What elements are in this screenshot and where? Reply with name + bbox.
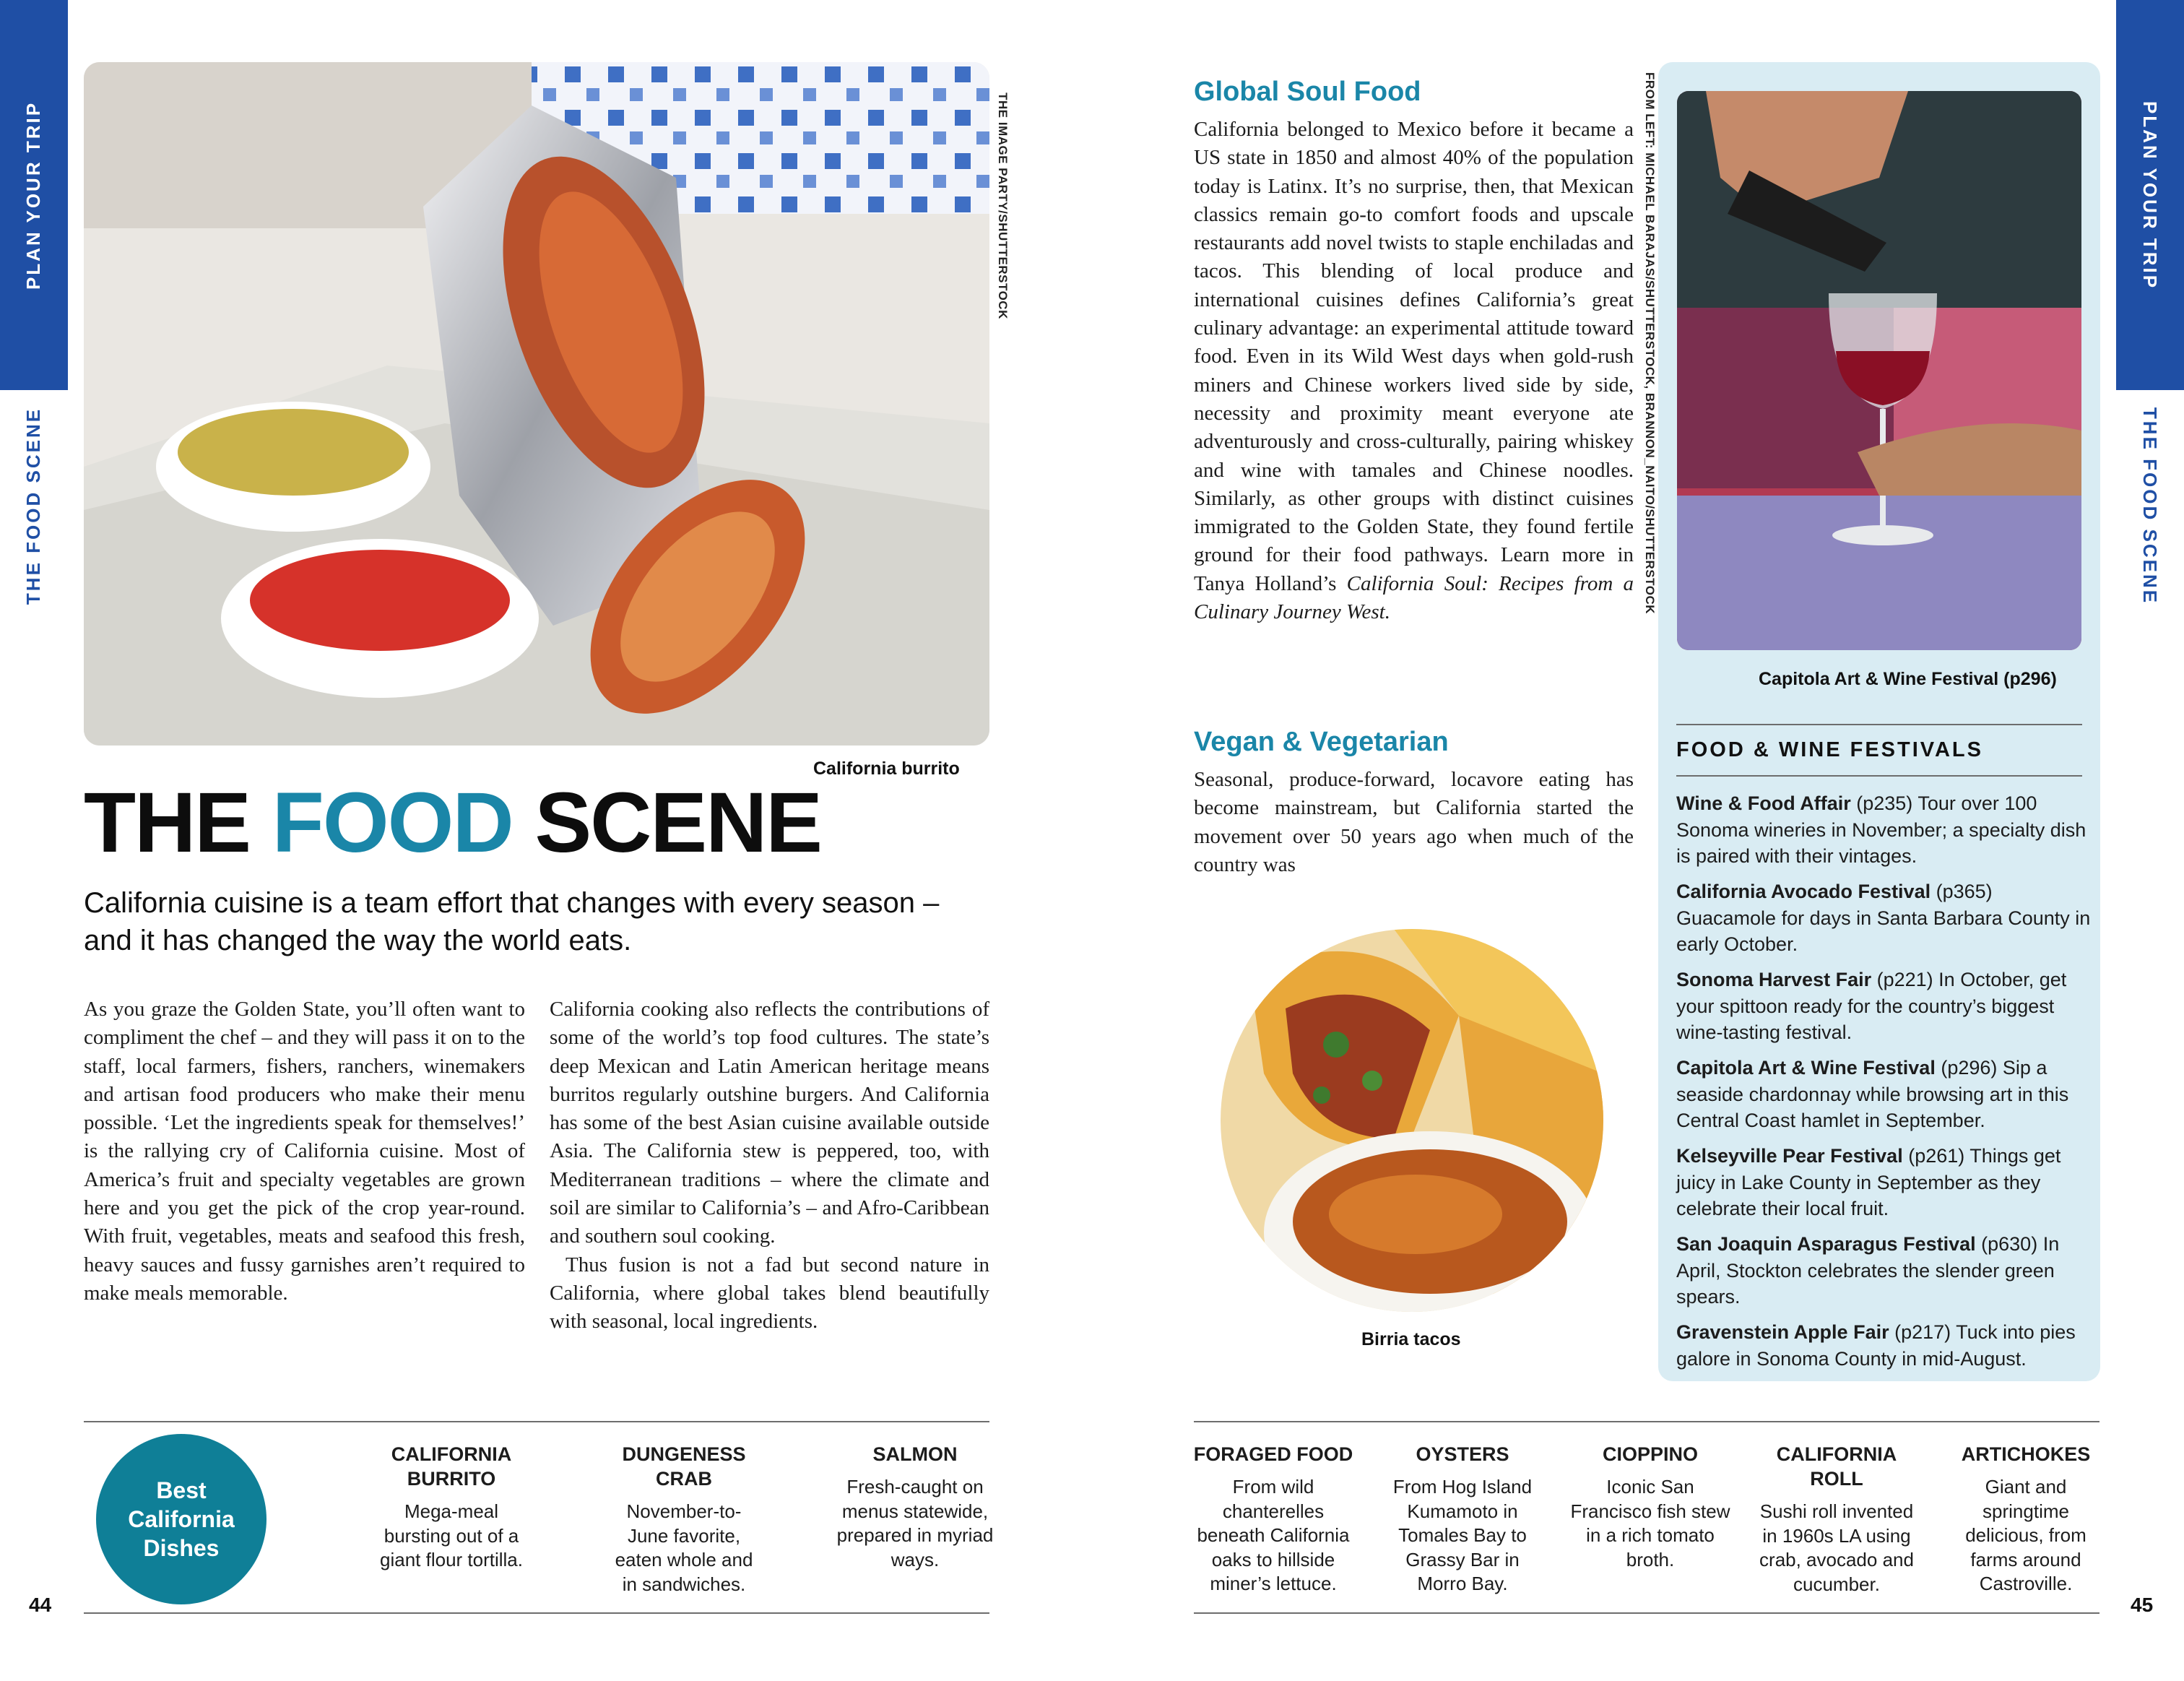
dish-description: From wild chanterelles beneath California oaks to hillside miner’s lettuce. (1197, 1476, 1350, 1594)
dishes-bottom-rule-right (1194, 1612, 2100, 1614)
dish-item (379, 1442, 524, 1573)
dish-name: ARTICHOKES (1961, 1443, 2091, 1465)
festivals-title-rule (1676, 775, 2082, 777)
best-dishes-badge-line1: Best (156, 1477, 207, 1503)
dishes-bottom-rule-left (84, 1612, 989, 1614)
festival-item: San Joaquin Asparagus Festival (p630) In April, Stockton celebrates the slender green spears. (1676, 1233, 2060, 1308)
body-column-1-text: As you graze the Golden State, you’ll often want to compliment the chef – and they will pass it on to the staff, local farmers, fishers, ranchers, winemakers and artisan food producers who make their menu possible. ‘Let the ingredients speak for themselves!’ is the rallying cry of California cuisine. Most of America’s fruit and specialty vegetables are grown here and you get the pick of the crop year-round. With fruit, vegetables, meats and seafood this fresh, heavy sauces and fussy garnishes aren’t required to make meals memorable. (84, 998, 525, 1305)
burrito-photo-credit: THE IMAGE PARTY/SHUTTERSTOCK (996, 92, 1010, 319)
right-section-tab (2116, 0, 2184, 390)
wine-caption: Capitola Art & Wine Festival (p296) (1759, 669, 2057, 689)
dish-name: CIOPPINO (1602, 1443, 1699, 1465)
body-column-2 (550, 995, 989, 1336)
festivals-top-rule (1676, 724, 2082, 725)
dish-name: DUNGENESS CRAB (622, 1443, 746, 1490)
left-section-tab-label: PLAN YOUR TRIP (22, 100, 45, 290)
dish-name: OYSTERS (1416, 1443, 1509, 1465)
dish-item (836, 1442, 994, 1572)
right-chapter-label-text: THE FOOD SCENE (2139, 407, 2162, 605)
left-section-tab (0, 0, 68, 390)
festivals-title: FOOD & WINE FESTIVALS (1676, 738, 1983, 761)
best-dishes-badge-line2: California (128, 1506, 235, 1532)
tacos-photo (1221, 929, 1603, 1312)
vegan-text (1194, 766, 1634, 879)
dish-item (608, 1442, 760, 1596)
dishes-top-rule-right (1194, 1421, 2100, 1422)
dish-name: CALIFORNIA ROLL (1776, 1443, 1897, 1490)
dish-name: CALIFORNIA BURRITO (391, 1443, 512, 1490)
right-photo-credit: FROM LEFT: MICHAEL BARAJAS/SHUTTERSTOCK, BRANNON_NAITO/SHUTTERSTOCK (1643, 72, 1658, 615)
intro-text: California cuisine is a team effort that changes with every season – and it has changed the way the world eats. (84, 887, 940, 956)
dish-name: SALMON (872, 1443, 958, 1465)
global-soul-food-body: California belonged to Mexico before it became a US state in 1850 and almost 40% of the population today is Latinx. It’s no surprise, then, that Mexican classics remain go-to comfort foods and upscale restaurants add novel twists to staple enchiladas and tacos. This blending of local produce and international cuisines defines California’s great culinary advantage: an experimental attitude toward food. Even in its Wild West days when gold-rush miners and Chinese workers lived side by side, necessity and proximity meant everyone ate adventurously and cross-culturally, pairing whiskey and wine with tamales and Chinese noodles. Similarly, as other groups with distinct cuisines immigrated to the Golden State, they found fertile ground for their food pathways. Learn more in Tanya Holland’s (1194, 118, 1634, 595)
vegan-text-body: Seasonal, produce-forward, locavore eating has become mainstream, but California started the movement over 50 years ago when much of the country was (1194, 768, 1634, 876)
left-chapter-label (0, 390, 68, 621)
page-number-left: 44 (29, 1594, 52, 1616)
dish-description: November-to-June favorite, eaten whole and in sandwiches. (615, 1500, 753, 1595)
global-soul-food-book: California Soul: Recipes from a Culinary Journey West. (1194, 571, 1634, 624)
page-title-accent: FOOD (272, 775, 513, 870)
festival-item: Sonoma Harvest Fair (p221) In October, get your spittoon ready for the country’s biggest wine-tasting festival. (1676, 969, 2067, 1043)
global-soul-food-heading: Global Soul Food (1194, 77, 1421, 107)
right-chapter-label (2116, 390, 2184, 621)
festival-item: California Avocado Festival (p365) Guacamole for days in Santa Barbara County in early October. (1676, 881, 2091, 955)
tacos-caption: Birria tacos (1361, 1329, 1461, 1349)
dish-description: From Hog Island Kumamoto in Tomales Bay to Grassy Bar in Morro Bay. (1392, 1476, 1533, 1594)
best-dishes-badge-line3: Dishes (143, 1535, 220, 1561)
page-title-part1: THE (84, 775, 250, 870)
dish-item (1757, 1442, 1916, 1596)
dish-description: Sushi roll invented in 1960s LA using crab, avocado and cucumber. (1759, 1500, 1914, 1595)
dish-description: Fresh-caught on menus statewide, prepared in myriad ways. (836, 1476, 994, 1570)
dish-name: FORAGED FOOD (1193, 1443, 1353, 1465)
body-column-2-para-1: California cooking also reflects the contributions of some of the world’s top food cultures. The state’s deep Mexican and Latin American heritage means burritos regularly outshine burgers. And California has some of the best Asian cuisine available outside Asia. The California stew is peppered, too, with Mediterranean traditions – where the climate and soil are similar to California’s – and Afro-Caribbean and southern soul cooking. (550, 998, 989, 1248)
festival-item: Gravenstein Apple Fair (p217) Tuck into pies galore in Sonoma County in mid-August. (1676, 1321, 2076, 1370)
vegan-heading: Vegan & Vegetarian (1194, 727, 1449, 757)
wine-photo (1677, 91, 2081, 650)
right-section-tab-label: PLAN YOUR TRIP (2139, 100, 2162, 290)
dishes-top-rule-left (84, 1421, 989, 1422)
dish-description: Mega-meal bursting out of a giant flour tortilla. (380, 1500, 523, 1570)
left-chapter-label-text: THE FOOD SCENE (22, 407, 45, 605)
dish-description: Iconic San Francisco fish stew in a rich tomato broth. (1570, 1476, 1730, 1570)
festival-item: Capitola Art & Wine Festival (p296) Sip a seaside chardonnay while browsing art in this Central Coast hamlet in September. (1676, 1057, 2069, 1131)
burrito-caption: California burrito (813, 759, 960, 779)
body-column-2-para-2: Thus fusion is not a fad but second nature in California, where global takes blend beautifully with seasonal, local ingredients. (550, 1253, 989, 1334)
dish-item (1567, 1442, 1733, 1572)
page-title (84, 775, 822, 870)
global-soul-food-text (1194, 116, 1634, 626)
body-column-1 (84, 995, 525, 1308)
dish-item (1193, 1442, 1353, 1596)
dish-item (1950, 1442, 2102, 1596)
dish-description: Giant and springtime delicious, from farms around Castroville. (1965, 1476, 2086, 1594)
burrito-photo (84, 62, 989, 746)
page-title-part2: SCENE (534, 775, 822, 870)
best-dishes-badge (96, 1434, 266, 1604)
festival-item: Kelseyville Pear Festival (p261) Things get juicy in Lake County in September as they celebrate their local fruit. (1676, 1145, 2061, 1219)
festivals-list (1676, 790, 2091, 1381)
festival-item: Wine & Food Affair (p235) Tour over 100 Sonoma wineries in November; a specialty dish is paired with their vintages. (1676, 792, 2086, 867)
page-number-right: 45 (2131, 1594, 2154, 1616)
dish-item (1384, 1442, 1541, 1596)
